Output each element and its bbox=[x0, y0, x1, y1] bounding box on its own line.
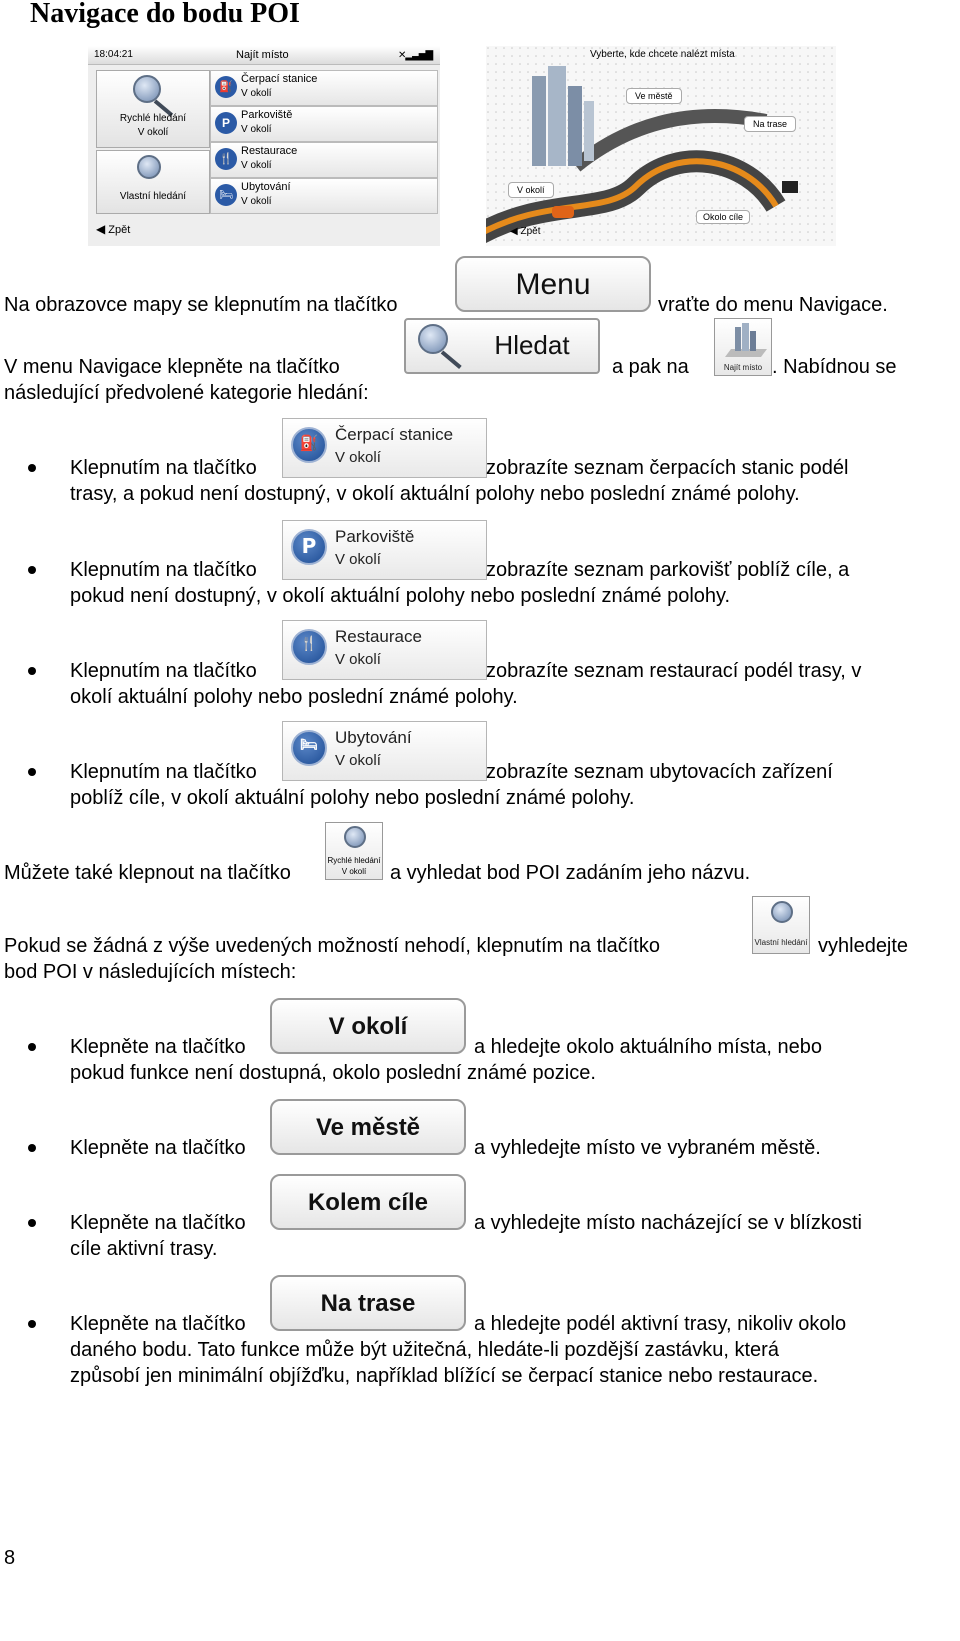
status-time: 18:04:21 bbox=[94, 49, 133, 60]
bullet-text: zobrazíte seznam čerpacích stanic podél bbox=[486, 457, 849, 479]
magnifier-icon bbox=[137, 155, 161, 179]
in-city-button[interactable]: Ve městě bbox=[270, 1099, 466, 1155]
bullet-text: trasy, a pokud není dostupný, v okolí aktuální polohy nebo poslední známé polohy. bbox=[70, 483, 800, 505]
bullet-text: cíle aktivní trasy. bbox=[70, 1238, 218, 1260]
bullet-text: způsobí jen minimální objížďku, například blížící se čerpací stanice nebo restaurace. bbox=[70, 1365, 819, 1387]
p2-after: . Nabídnou se bbox=[772, 356, 897, 378]
p2-line2: následující předvolené kategorie hledání: bbox=[4, 382, 369, 404]
find-place-button[interactable]: Najít místo bbox=[714, 318, 772, 376]
magnifier-icon bbox=[771, 901, 793, 923]
poi-item-fuel[interactable]: ⛽ Čerpací stanice V okolí bbox=[210, 70, 438, 106]
tag-nearby[interactable]: V okolí bbox=[508, 182, 554, 198]
tag-around-destination[interactable]: Okolo cíle bbox=[696, 210, 750, 224]
back-arrow-icon: ◀ bbox=[510, 226, 518, 237]
accommodation-button[interactable]: 🛏 Ubytování V okolí bbox=[282, 721, 487, 781]
city-icon bbox=[715, 319, 771, 361]
quick-search-tile[interactable]: Rychlé hledání V okolí bbox=[96, 70, 210, 148]
screen-header: Najít místo bbox=[236, 49, 289, 61]
p3-after: a vyhledat bod POI zadáním jeho názvu. bbox=[390, 862, 751, 884]
p2-mid: a pak na bbox=[612, 356, 689, 378]
page-number: 8 bbox=[4, 1547, 16, 1569]
screenshot-find-place bbox=[88, 46, 440, 246]
nearby-button[interactable]: V okolí bbox=[270, 998, 466, 1054]
bullet bbox=[28, 1144, 36, 1152]
custom-search-button[interactable]: Vlastní hledání bbox=[752, 896, 810, 954]
bullet bbox=[28, 1043, 36, 1051]
bullet-lead: Klepněte na tlačítko bbox=[70, 1137, 246, 1159]
poi-list bbox=[210, 70, 440, 214]
bed-icon: 🛏 bbox=[291, 730, 327, 766]
restaurant-icon: 🍴 bbox=[291, 629, 327, 665]
bullet-text: a hledejte okolo aktuálního místa, nebo bbox=[474, 1036, 823, 1058]
magnifier-icon bbox=[344, 826, 366, 848]
bullet-text: zobrazíte seznam parkovišť poblíž cíle, a bbox=[486, 559, 850, 581]
parking-icon: P bbox=[215, 112, 237, 134]
on-route-button[interactable]: Na trase bbox=[270, 1275, 466, 1331]
back-arrow-icon: ◀ bbox=[96, 222, 106, 236]
bullet-lead: Klepnutím na tlačítko bbox=[70, 660, 257, 682]
bullet bbox=[28, 667, 36, 675]
quick-search-button[interactable]: Rychlé hledání V okolí bbox=[325, 822, 383, 880]
bullet bbox=[28, 566, 36, 574]
p4-before: Pokud se žádná z výše uvedených možností nehodí, klepnutím na tlačítko bbox=[4, 935, 660, 957]
p2-before: V menu Navigace klepněte na tlačítko bbox=[4, 356, 340, 378]
bed-icon: 🛏 bbox=[215, 184, 237, 206]
custom-search-tile[interactable]: Vlastní hledání bbox=[96, 150, 210, 214]
screenshot-search-location bbox=[486, 46, 836, 246]
fuel-icon: ⛽ bbox=[291, 427, 327, 463]
bullet bbox=[28, 1320, 36, 1328]
p1-after: vraťte do menu Navigace. bbox=[658, 294, 888, 316]
p4-after: vyhledejte bbox=[818, 935, 909, 957]
restaurant-icon: 🍴 bbox=[215, 148, 237, 170]
bullet-text: a vyhledejte místo ve vybraném městě. bbox=[474, 1137, 821, 1159]
p4-line2: bod POI v následujících místech: bbox=[4, 961, 297, 983]
search-button[interactable]: Hledat bbox=[404, 318, 600, 374]
parking-button[interactable]: P Parkoviště V okolí bbox=[282, 520, 487, 580]
bullet-text: a vyhledejte místo nacházející se v blízkosti bbox=[474, 1212, 862, 1234]
menu-button[interactable]: Menu bbox=[455, 256, 651, 312]
bullet-lead: Klepnutím na tlačítko bbox=[70, 457, 257, 479]
bullet-text: zobrazíte seznam ubytovacích zařízení bbox=[486, 761, 833, 783]
page-title: Navigace do bodu POI bbox=[30, 0, 300, 29]
bullet-lead: Klepněte na tlačítko bbox=[70, 1313, 246, 1335]
signal-icon: ✕▂▃▅▇ bbox=[398, 50, 433, 61]
magnifier-icon bbox=[133, 75, 161, 103]
poi-item-parking[interactable]: P Parkoviště V okolí bbox=[210, 106, 438, 142]
bullet-lead: Klepněte na tlačítko bbox=[70, 1036, 246, 1058]
bullet bbox=[28, 1219, 36, 1227]
screen-header: Vyberte, kde chcete nalézt místa bbox=[590, 49, 735, 60]
bullet-text: poblíž cíle, v okolí aktuální polohy nebo poslední známé polohy. bbox=[70, 787, 635, 809]
bullet-text: a hledejte podél aktivní trasy, nikoliv okolo bbox=[474, 1313, 847, 1335]
back-button[interactable]: ◀ Zpět bbox=[96, 222, 131, 236]
magnifier-icon bbox=[418, 324, 448, 354]
bullet-lead: Klepnutím na tlačítko bbox=[70, 761, 257, 783]
map-illustration bbox=[486, 46, 836, 246]
tag-on-route[interactable]: Na trase bbox=[744, 116, 796, 132]
parking-icon: P bbox=[291, 529, 327, 565]
bullet-text: okolí aktuální polohy nebo poslední známé polohy. bbox=[70, 686, 518, 708]
tag-in-city[interactable]: Ve městě bbox=[626, 88, 682, 104]
bullet-text: pokud není dostupný, v okolí aktuální polohy nebo poslední známé polohy. bbox=[70, 585, 731, 607]
bullet bbox=[28, 768, 36, 776]
fuel-icon: ⛽ bbox=[215, 76, 237, 98]
bullet-text: daného bodu. Tato funkce může být užitečná, hledáte-li pozdější zastávku, která bbox=[70, 1339, 779, 1361]
bullet-lead: Klepnutím na tlačítko bbox=[70, 559, 257, 581]
bullet-lead: Klepněte na tlačítko bbox=[70, 1212, 246, 1234]
bullet-text: pokud funkce není dostupná, okolo poslední známé pozice. bbox=[70, 1062, 596, 1084]
poi-item-accommodation[interactable]: 🛏 Ubytování V okolí bbox=[210, 178, 438, 214]
bullet-text: zobrazíte seznam restaurací podél trasy, v bbox=[486, 660, 862, 682]
bullet bbox=[28, 464, 36, 472]
p1-before: Na obrazovce mapy se klepnutím na tlačítko bbox=[4, 294, 398, 316]
around-destination-button[interactable]: Kolem cíle bbox=[270, 1174, 466, 1230]
restaurant-button[interactable]: 🍴 Restaurace V okolí bbox=[282, 620, 487, 680]
back-button[interactable]: ◀ Zpět bbox=[510, 226, 541, 237]
poi-item-restaurant[interactable]: 🍴 Restaurace V okolí bbox=[210, 142, 438, 178]
p3-before: Můžete také klepnout na tlačítko bbox=[4, 862, 291, 884]
fuel-station-button[interactable]: ⛽ Čerpací stanice V okolí bbox=[282, 418, 487, 478]
